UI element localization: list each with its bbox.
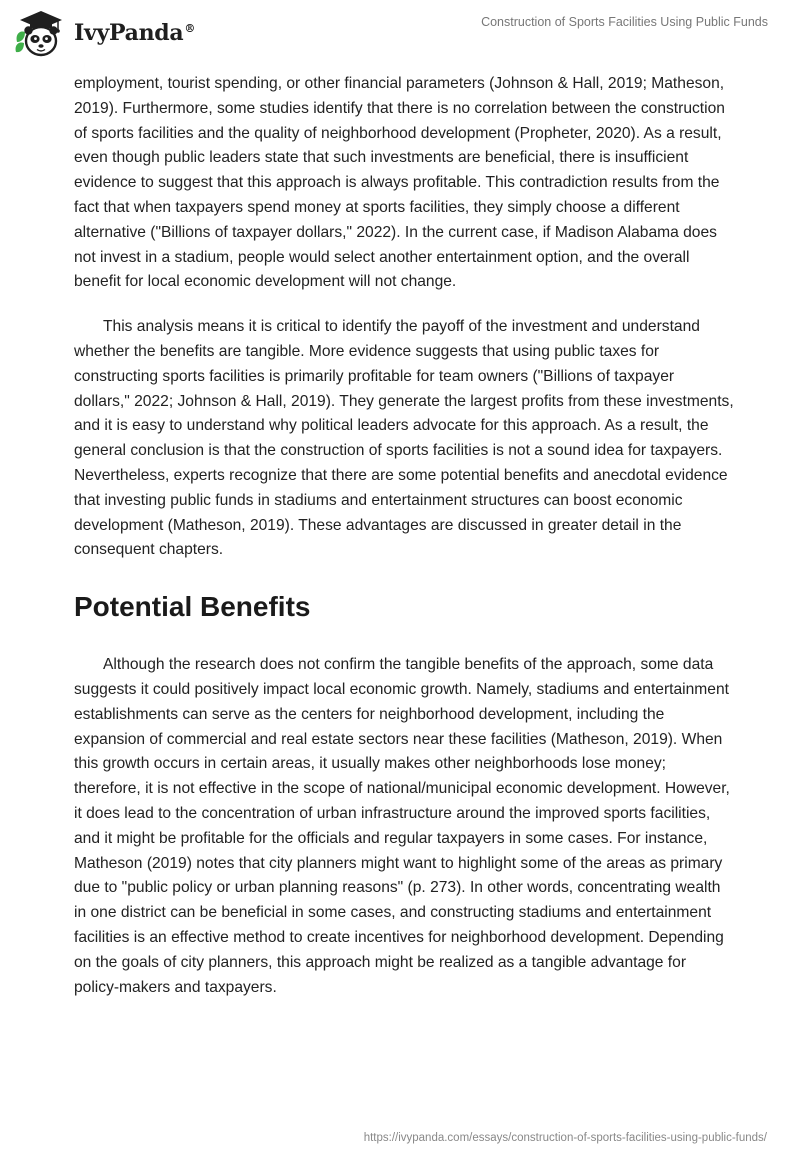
essay-body (74, 72, 734, 1020)
page-header (0, 0, 800, 70)
ivypanda-logo-link[interactable] (14, 8, 195, 58)
brand-name: IvyPanda® (74, 20, 196, 46)
registered-mark: ® (184, 21, 196, 35)
paragraph-2: This analysis means it is critical to identify the payoff of the investment and understand whether the benefits are tangible. More evidence suggests that using public taxes for constructing sports facilities is primarily profitable for team owners ("Billions of taxpayer dollars," 2022; Johnson & Hall, 2019). They generate the largest profits from these investments, and it is easy to understand why political leaders advocate for this approach. As a result, the general conclusion is that the construction of sports facilities is not a sound idea for taxpayers. Nevertheless, experts recognize that there are some potential benefits and anecdotal evidence that investing public funds in stadiums and entertainment structures can boost economic development (Matheson, 2019). These advantages are discussed in greater detail in the consequent chapters. (74, 318, 734, 559)
paragraph-3: Although the research does not confirm the tangible benefits of the approach, some data suggests it could positively impact local economic growth. Namely, stadiums and entertainment establishments can serve as the centers for neighborhood development, including the expansion of commercial and real estate sectors near these facilities (Matheson, 2019). When this growth occurs in certain areas, it usually makes other neighborhoods lose money; therefore, it is not effective in the scope of national/municipal economic development. However, it does lead to the concentration of urban infrastructure around the improved sports facilities, and it might be profitable for the officials and regular taxpayers in some cases. For instance, Matheson (2019) notes that city planners might want to highlight some of the areas as primary due to "public policy or urban planning reasons" (p. 273). In other words, concentrating wealth in one district can be beneficial in some cases, and constructing stadiums and entertainment facilities is an effective method to create incentives for neighborhood development. Depending on the goals of city planners, this approach might be realized as a tangible advantage for policy-makers and taxpayers. (74, 656, 730, 996)
paragraph-1: employment, tourist spending, or other financial parameters (Johnson & Hall, 2019; Matheson, 2019). Furthermore, some studies identify that there is no correlation between the construction of sports facilities and the quality of neighborhood development (Propheter, 2020). As a result, even though public leaders state that such investments are beneficial, there is insufficient evidence to suggest that this approach is always profitable. This contradiction results from the fact that when taxpayers spend money at sports facilities, they simply choose a different alternative ("Billions of taxpayer dollars," 2022). In the current case, if Madison Alabama does not invest in a stadium, people would select another entertainment option, and the overall benefit for local economic development will not change. (74, 75, 725, 291)
document-title: Construction of Sports Facilities Using Public Funds (481, 15, 768, 29)
section-heading-potential-benefits: Potential Benefits (74, 591, 311, 623)
panda-logo-icon (14, 8, 68, 58)
source-url-link[interactable]: https://ivypanda.com/essays/construction-of-sports-facilities-using-public-funds/ (363, 1132, 767, 1144)
